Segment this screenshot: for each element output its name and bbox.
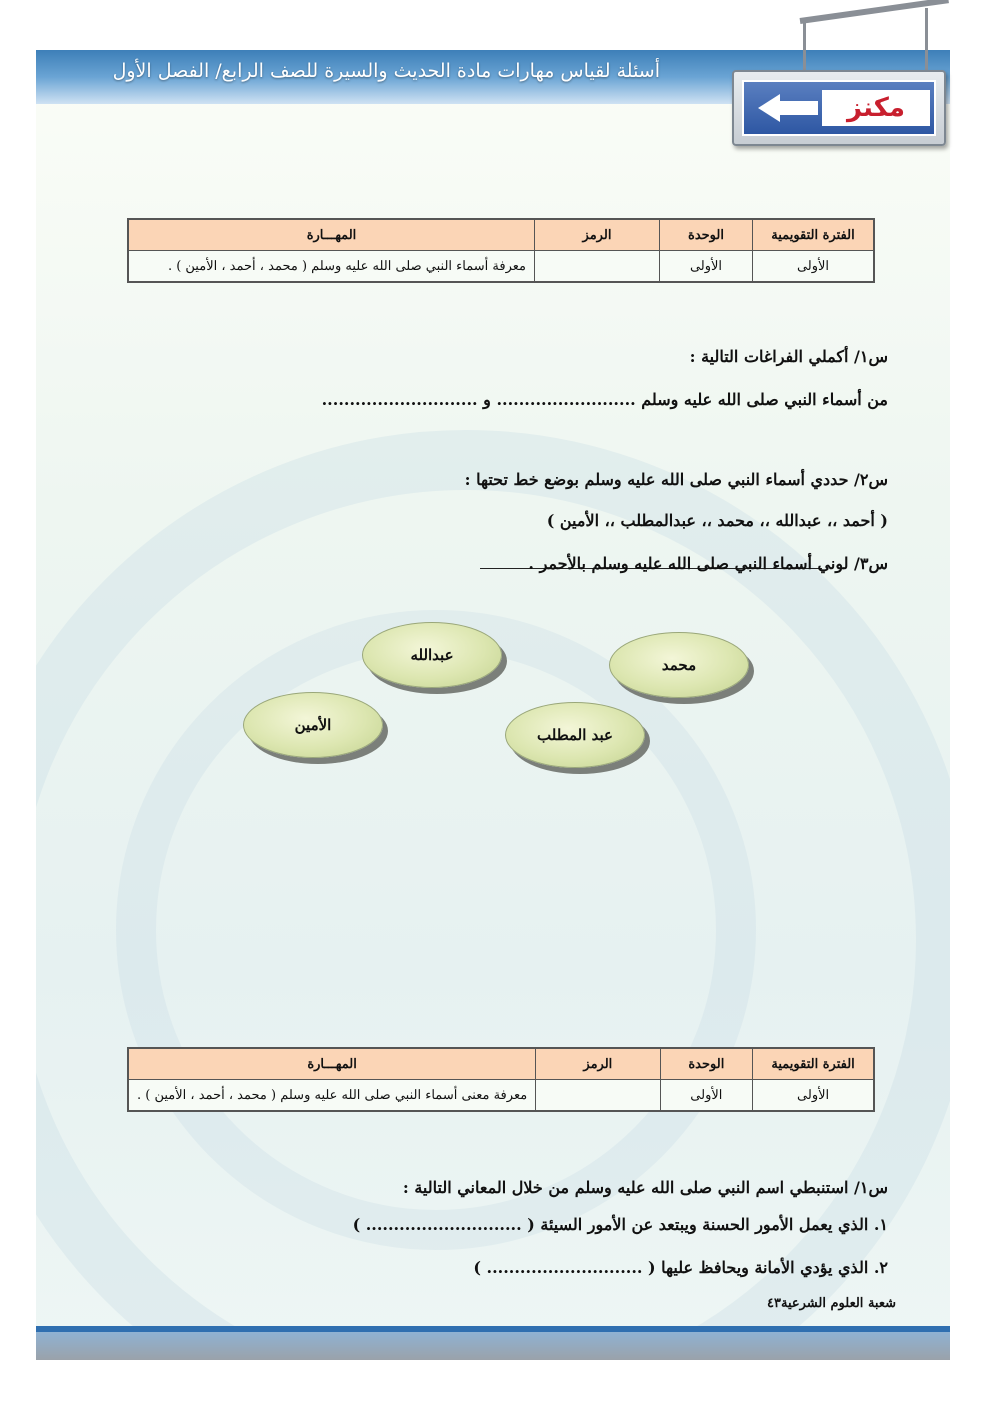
header-skill: المهـــارة	[128, 219, 535, 251]
s1-question-1-title: س١/ أكملي الفراغات التالية :	[689, 347, 888, 366]
s1-question-2-title: س٢/ حددي أسماء النبي صلى الله عليه وسلم بوضع خط تحتها :	[464, 470, 888, 489]
oval-name-abdulmuttalib[interactable]: عبد المطلب	[505, 702, 645, 768]
s1-question-1-line: من أسماء النبي صلى الله عليه وسلم ......................... و ............................	[321, 390, 888, 409]
header-unit: الوحدة	[660, 219, 753, 251]
footer-band	[36, 1332, 950, 1360]
header-period: الفترة التقويمية	[753, 219, 875, 251]
oval-name-muhammad[interactable]: محمد	[609, 632, 749, 698]
skill-table-1	[127, 218, 875, 283]
arrow-shaft	[778, 101, 818, 115]
arrow-left-icon	[758, 94, 780, 122]
s2-item-1: ١. الذي يعمل الأمور الحسنة ويبتعد عن الأمور السيئة ( ............................ )	[352, 1215, 888, 1234]
sign-chain-right	[925, 8, 928, 70]
watermark-pattern-inner	[116, 610, 756, 1250]
header-period: الفترة التقويمية	[753, 1048, 874, 1080]
header-code: الرمز	[535, 219, 660, 251]
cell-unit: الأولى	[660, 1080, 753, 1112]
logo-text: مكنز	[822, 90, 930, 126]
oval-name-abdullah[interactable]: عبدالله	[362, 622, 502, 688]
page-title: أسئلة لقياس مهارات مادة الحديث والسيرة للصف الرابع/ الفصل الأول	[112, 60, 660, 82]
header-code: الرمز	[536, 1048, 660, 1080]
cell-unit: الأولى	[660, 251, 753, 283]
logo-sign-panel	[742, 80, 936, 136]
s1-question-2-options: ( أحمد ،، عبدالله ،، محمد ،، عبدالمطلب ،، الأمين )	[546, 511, 888, 530]
s2-question-1-title: س١/ استنبطي اسم النبي صلى الله عليه وسلم من خلال المعاني التالية :	[402, 1178, 888, 1197]
table-row	[128, 251, 874, 283]
footer-text: شعبة العلوم الشرعية٤٣	[767, 1296, 896, 1311]
cell-code	[535, 251, 660, 283]
header-unit: الوحدة	[660, 1048, 753, 1080]
cell-code	[536, 1080, 660, 1112]
s1-question-3-title: س٣/ لوني أسماء النبي صلى الله عليه وسلم بالأحمر .	[528, 554, 888, 573]
cell-skill: معرفة أسماء النبي صلى الله عليه وسلم ( محمد ، أحمد ، الأمين ) .	[128, 251, 535, 283]
skill-table-2	[127, 1047, 875, 1112]
cell-period: الأولى	[753, 251, 875, 283]
header-skill: المهـــارة	[128, 1048, 536, 1080]
table-header-row	[128, 1048, 874, 1080]
table-header-row	[128, 219, 874, 251]
oval-name-alamin[interactable]: الأمين	[243, 692, 383, 758]
cell-skill: معرفة معنى أسماء النبي صلى الله عليه وسلم ( محمد ، أحمد ، الأمين ) .	[128, 1080, 536, 1112]
table-row	[128, 1080, 874, 1112]
cell-period: الأولى	[753, 1080, 874, 1112]
s2-item-2: ٢. الذي يؤدي الأمانة ويحافظ عليها ( ............................ )	[473, 1258, 888, 1277]
logo-sign	[732, 70, 946, 146]
